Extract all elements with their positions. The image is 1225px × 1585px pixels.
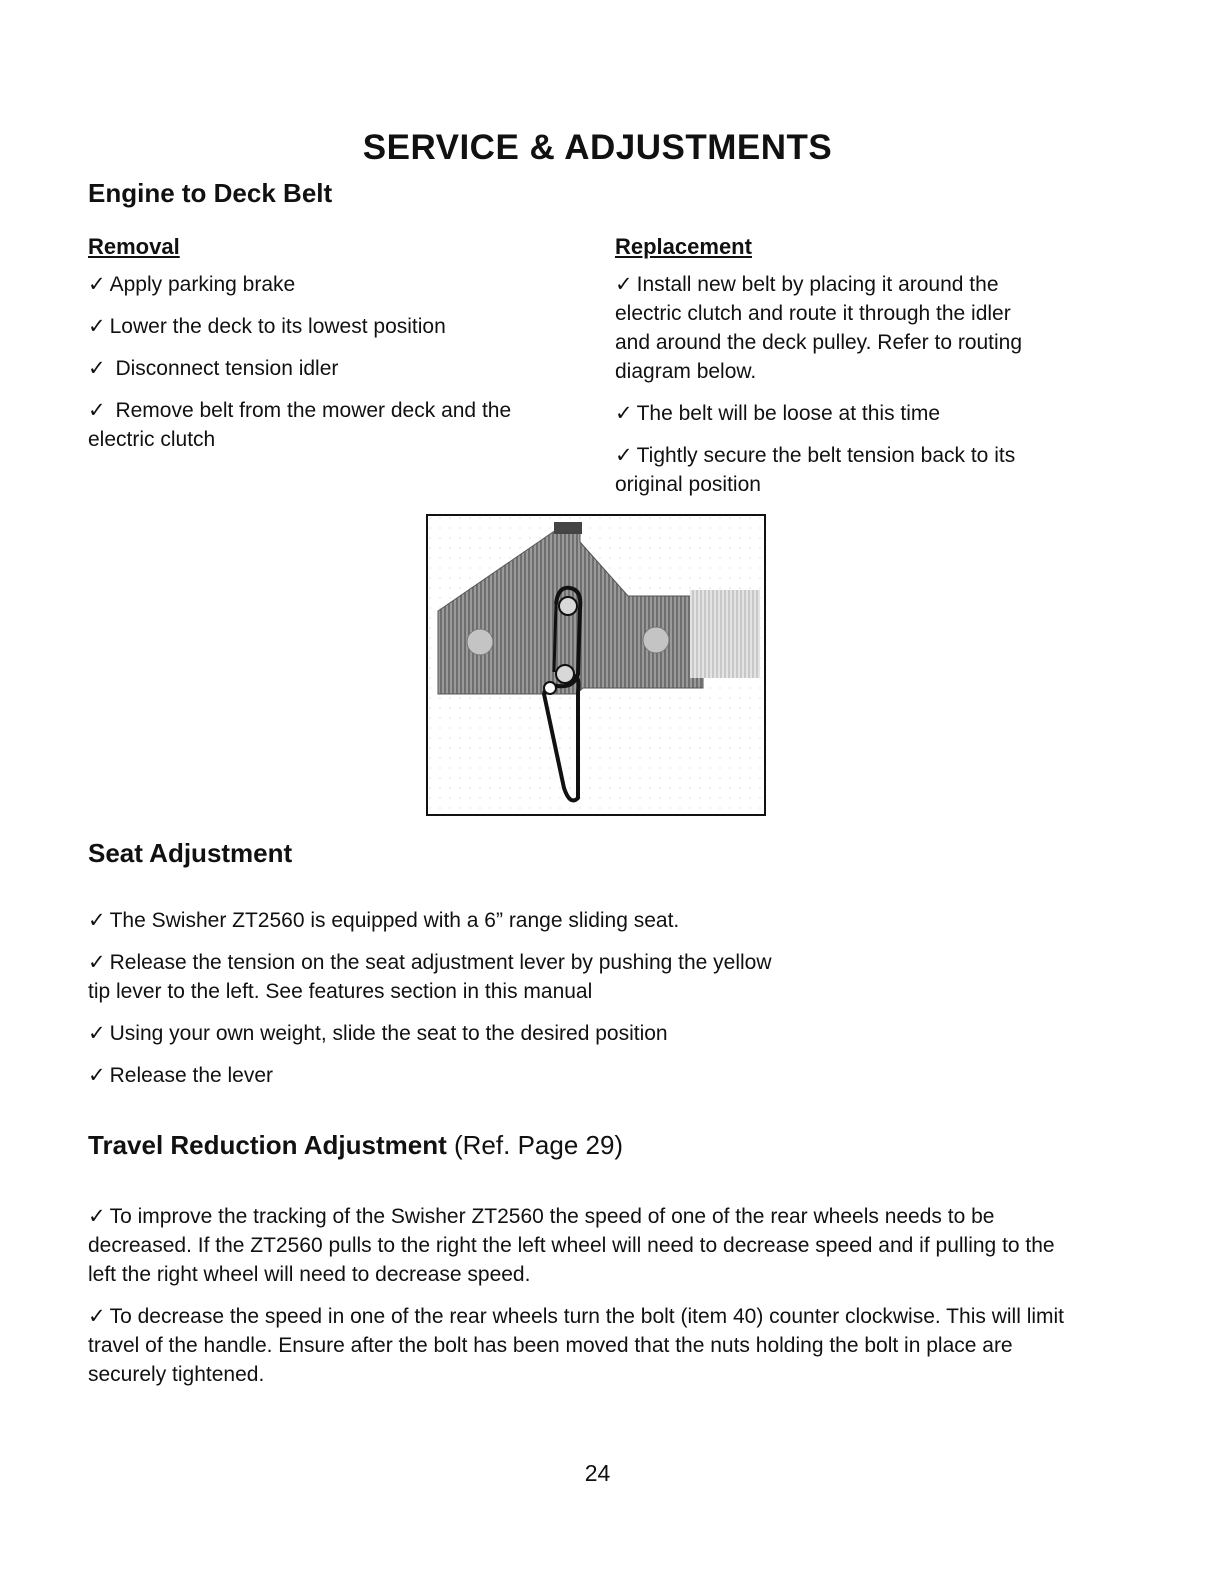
check-icon: ✓ [88, 909, 106, 932]
seat-item: ✓ Release the tension on the seat adjustment lever by pushing the yellow tip lever to the left. See features section in this manual [88, 951, 772, 1003]
idler-pulley [556, 665, 574, 683]
removal-item: ✓ Apply parking brake [88, 273, 296, 296]
check-icon: ✓ [88, 273, 106, 296]
check-icon: ✓ [88, 357, 106, 380]
page-number: 24 [584, 1460, 611, 1486]
travel-item: ✓ To improve the tracking of the Swisher ZT2560 the speed of one of the rear wheels needs to be decreased. If the ZT2560 pulls to the right the left wheel will need to decrease speed and if pulling to the left the right wheel will need to decrease speed. [88, 1205, 1055, 1286]
left-spindle [467, 629, 493, 655]
removal-heading: Removal [88, 234, 180, 259]
replacement-heading: Replacement [615, 234, 752, 259]
removal-item: ✓ Disconnect tension idler [88, 357, 339, 380]
travel-section-heading [88, 1130, 623, 1161]
deck-extension [690, 590, 760, 678]
check-icon: ✓ [615, 402, 633, 425]
replacement-column [615, 234, 1034, 512]
seat-item: ✓ The Swisher ZT2560 is equipped with a 6” range sliding seat. [88, 909, 680, 932]
belt-section-heading: Engine to Deck Belt [88, 178, 333, 208]
check-icon: ✓ [88, 1305, 106, 1328]
seat-section-list [88, 906, 778, 1103]
check-icon: ✓ [88, 315, 106, 338]
travel-heading-ref: (Ref. Page 29) [454, 1130, 624, 1160]
check-icon: ✓ [88, 1064, 106, 1087]
check-icon: ✓ [88, 951, 106, 974]
seat-section-heading: Seat Adjustment [88, 838, 293, 868]
removal-item: ✓ Remove belt from the mower deck and the electric clutch [88, 399, 517, 451]
replacement-item: ✓ Tightly secure the belt tension back to its original position [615, 444, 1016, 496]
engine-block [554, 522, 582, 534]
replacement-item: ✓ Install new belt by placing it around the electric clutch and route it through the idler and around the deck pulley. Refer to routing diagram below. [615, 273, 1034, 383]
removal-column [88, 234, 588, 467]
belt-routing-illustration [428, 516, 764, 814]
removal-item: ✓ Lower the deck to its lowest position [88, 315, 446, 338]
page-title: SERVICE & ADJUSTMENTS [362, 128, 833, 167]
deck-pulley [559, 597, 577, 615]
belt-segment [554, 604, 556, 672]
seat-item: ✓ Using your own weight, slide the seat to the desired position [88, 1022, 668, 1045]
check-icon: ✓ [88, 1205, 106, 1228]
check-icon: ✓ [88, 1022, 106, 1045]
travel-heading-text: Travel Reduction Adjustment [88, 1130, 447, 1160]
travel-item: ✓ To decrease the speed in one of the rear wheels turn the bolt (item 40) counter clockwise. This will limit travel of the handle. Ensure after the bolt has been moved that the nuts holding the bolt in place are securely tightened. [88, 1305, 1065, 1386]
tension-idler [544, 682, 556, 694]
check-icon: ✓ [88, 399, 106, 422]
replacement-item: ✓ The belt will be loose at this time [615, 402, 941, 425]
right-spindle [643, 627, 669, 653]
seat-item: ✓ Release the lever [88, 1064, 274, 1087]
travel-section-list [88, 1202, 1088, 1402]
check-icon: ✓ [615, 273, 633, 296]
check-icon: ✓ [615, 444, 633, 467]
belt-routing-diagram [426, 514, 766, 816]
